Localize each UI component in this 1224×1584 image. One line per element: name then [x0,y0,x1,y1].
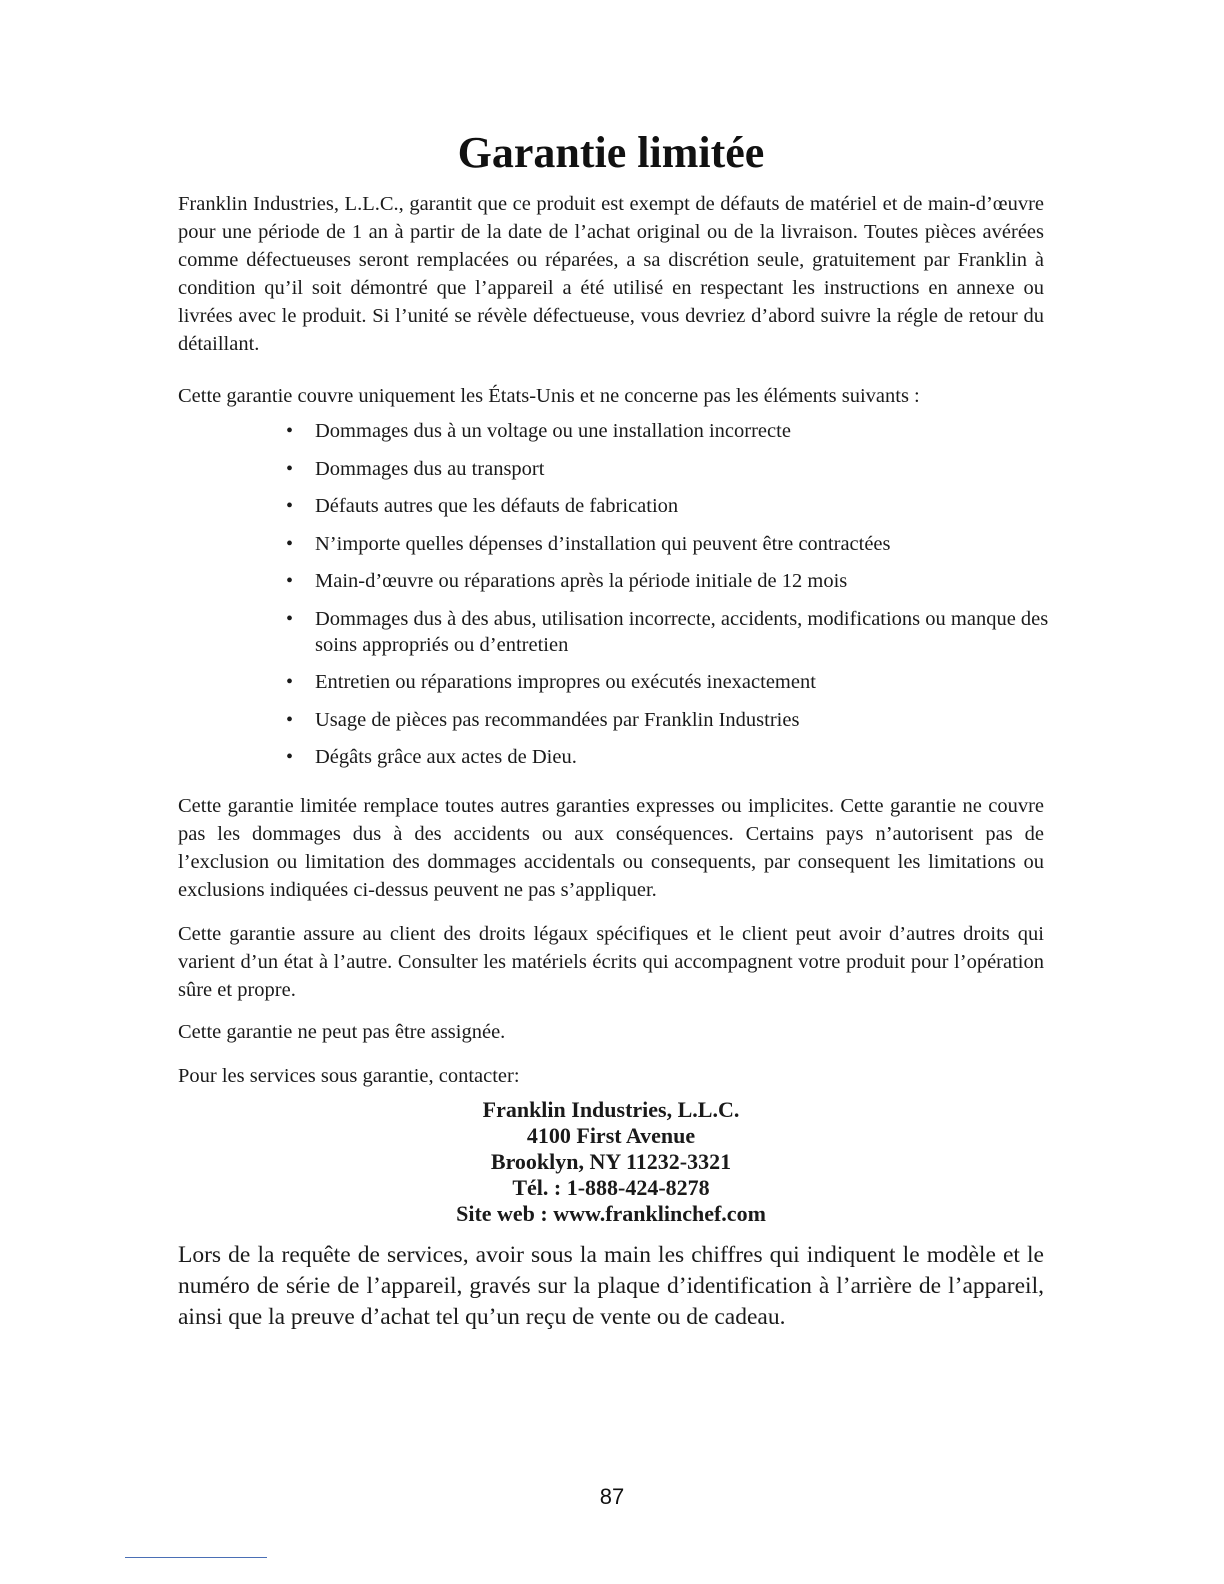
bullet-icon: • [286,457,294,480]
page-number: 87 [599,1484,625,1509]
list-item: • Entretien ou réparations impropres ou exécutés inexactement [286,671,816,693]
bullet-icon: • [286,746,294,768]
bullet-icon: • [286,420,294,442]
rights-paragraph: Cette garantie assure au client des droits légaux spécifiques et le client peut avoir d’autres droits qui varient d’un état à l’autre. Consulter les matériels écrits qui accompagnent votre produit pour l’opération sûre et propre. [178,923,1044,1001]
company-name: Franklin Industries, L.L.C. [482,1097,740,1122]
bullet-icon: • [286,495,294,517]
intro-paragraph: Franklin Industries, L.L.C., garantit que ce produit est exempt de défauts de matériel et de main-d’œuvre pour une période de 1 an à partir de la date de l’achat original ou de la livraison. Toutes pièces avérées comme défectueuses seront remplacées ou réparées, a sa discrétion seule, gratuitement par Franklin à condition qu’il soit démontré que l’appareil a été utilisé en respectant les instructions en annexe ou livrées avec le produit. Si l’unité se révèle défectueuse, vous devriez d’abord suivre la régle de retour du détaillant. [178,193,1044,355]
bullet-icon: • [286,708,294,731]
list-item: • Dégâts grâce aux actes de Dieu. [286,746,577,768]
not-assignable-paragraph: Cette garantie ne peut pas être assignée. [178,1021,506,1043]
list-item: • Dommages dus à un voltage ou une installation incorrecte [286,420,791,442]
service-request-paragraph: Lors de la requête de services, avoir sous la main les chiffres qui indiquent le modèle et le numéro de série de l’appareil, gravés sur la plaque d’identification à l’arrière de l’appareil, ainsi que la preuve d’achat tel qu’un reçu de vente ou de cadeau. [178,1242,1044,1330]
replaces-paragraph: Cette garantie limitée remplace toutes autres garanties expresses ou implicites. Cette garantie ne couvre pas les dommages dus à des accidents ou aux conséquences. Certains pays n’autorisent pas de l’exclusion ou limitation des dommages accidentals ou consequents, par consequent les limitations ou exclusions indiquées ci-dessus peuvent ne pas s’appliquer. [178,795,1044,901]
list-item: • Défauts autres que les défauts de fabrication [286,495,679,517]
street-address: 4100 First Avenue [526,1123,696,1148]
page-title: Garantie limitée [457,128,765,177]
list-item: • N’importe quelles dépenses d’installation qui peuvent être contractées [286,532,891,555]
footnote-divider [125,1557,267,1558]
bullet-icon: • [286,570,294,592]
bullet-icon: • [286,671,294,693]
bullet-icon: • [286,532,294,555]
exclusions-list [282,418,1052,782]
website-link[interactable]: Site web : www.franklinchef.com [456,1201,766,1226]
contact-address [178,1097,1044,1227]
coverage-paragraph: Cette garantie couvre uniquement les États-Unis et ne concerne pas les éléments suivants : [178,385,920,407]
list-item: • Dommages dus à des abus, utilisation incorrecte, accidents, modifications ou manque des soins appropriés ou d’entretien [286,607,1049,656]
list-item: • Main-d’œuvre ou réparations après la période initiale de 12 mois [286,570,848,592]
bullet-icon: • [286,607,294,630]
list-item: • Usage de pièces pas recommandées par Franklin Industries [286,708,800,731]
phone-number: Tél. : 1-888-424-8278 [512,1175,710,1200]
city-address: Brooklyn, NY 11232-3321 [490,1149,732,1174]
list-item: • Dommages dus au transport [286,457,545,480]
contact-intro-paragraph: Pour les services sous garantie, contacter: [178,1065,520,1087]
